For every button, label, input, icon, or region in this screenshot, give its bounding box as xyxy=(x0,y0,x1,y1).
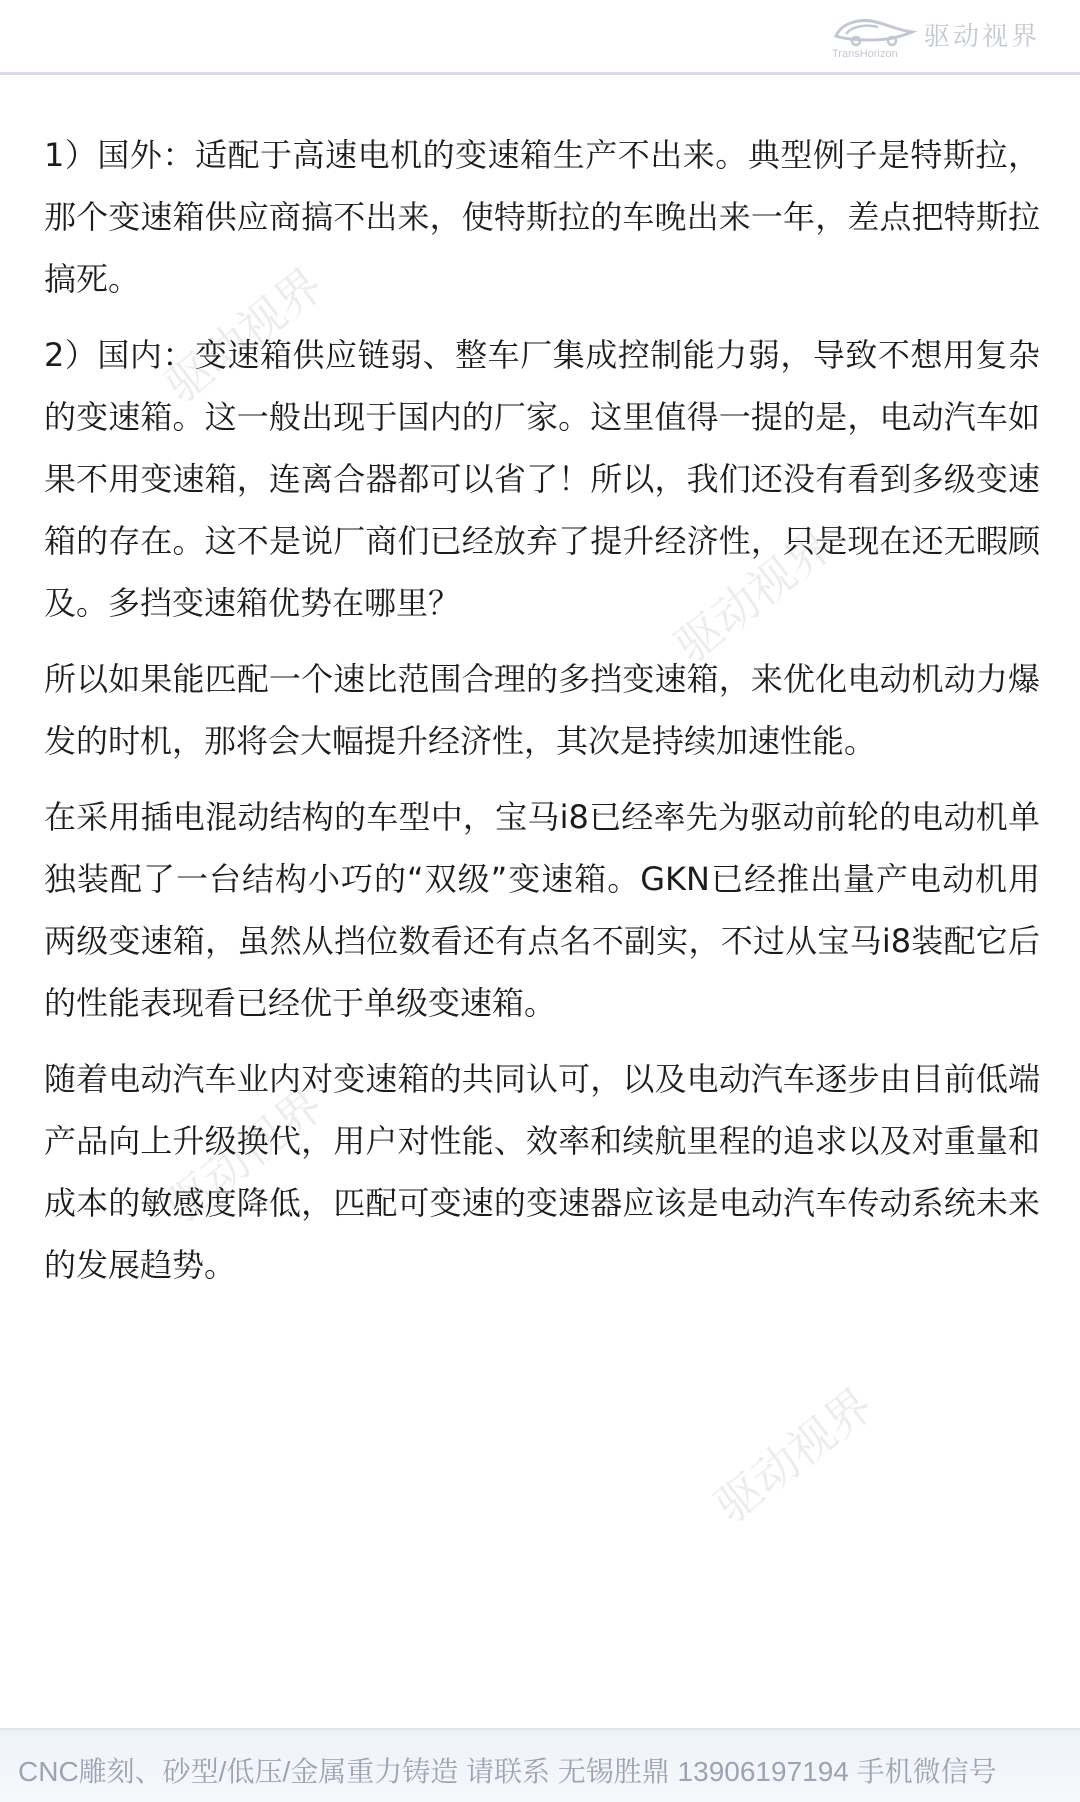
car-logo-icon xyxy=(832,14,918,60)
logo-title: 驱动视界 xyxy=(923,21,1040,52)
paragraph-foreign: 1）国外：适配于高速电机的变速箱生产不出来。典型例子是特斯拉，那个变速箱供应商搞不出来，使特斯拉的车晚出来一年，差点把特斯拉搞死。 xyxy=(44,136,1040,298)
logo-subtitle: TransHorizon xyxy=(831,48,898,60)
footer-contact-text: CNC雕刻、砂型/低压/金属重力铸造 请联系 无锡胜鼎 13906197194 手机微信号 xyxy=(18,1756,997,1787)
article-body xyxy=(44,124,1040,1310)
footer-bar xyxy=(0,1728,1080,1802)
watermark-text: 驱动视界 xyxy=(154,1077,333,1234)
paragraph-bmw-i8: 在采用插电混动结构的车型中，宝马i8已经率先为驱动前轮的电动机单独装配了一台结构小巧的“双级”变速箱。GKN已经推出量产电动机用两级变速箱，虽然从挡位数看还有点名不副实，不过从宝马i8装配它后的性能表现看已经优于单级变速箱。 xyxy=(44,798,1040,1022)
brand-logo xyxy=(832,14,1040,60)
paragraph-domestic: 2）国内：变速箱供应链弱、整车厂集成控制能力弱，导致不想用复杂的变速箱。这一般出现于国内的厂家。这里值得一提的是，电动汽车如果不用变速箱，连离合器都可以省了！所以，我们还没有看到多级变速箱的存在。这不是说厂商们已经放弃了提升经济性，只是现在还无暇顾及。多挡变速箱优势在哪里？ xyxy=(44,336,1040,622)
watermark-text: 驱动视界 xyxy=(664,517,843,674)
header-bar xyxy=(0,0,1080,75)
watermark-text: 驱动视界 xyxy=(704,1377,883,1534)
paragraph-advantage: 所以如果能匹配一个速比范围合理的多挡变速箱，来优化电动机动力爆发的时机，那将会大幅提升经济性，其次是持续加速性能。 xyxy=(44,660,1040,760)
watermark-text: 驱动视界 xyxy=(154,257,333,414)
paragraph-trend: 随着电动汽车业内对变速箱的共同认可，以及电动汽车逐步由目前低端产品向上升级换代，用户对性能、效率和续航里程的追求以及对重量和成本的敏感度降低，匹配可变速的变速器应该是电动汽车传动系统未来的发展趋势。 xyxy=(44,1060,1040,1284)
